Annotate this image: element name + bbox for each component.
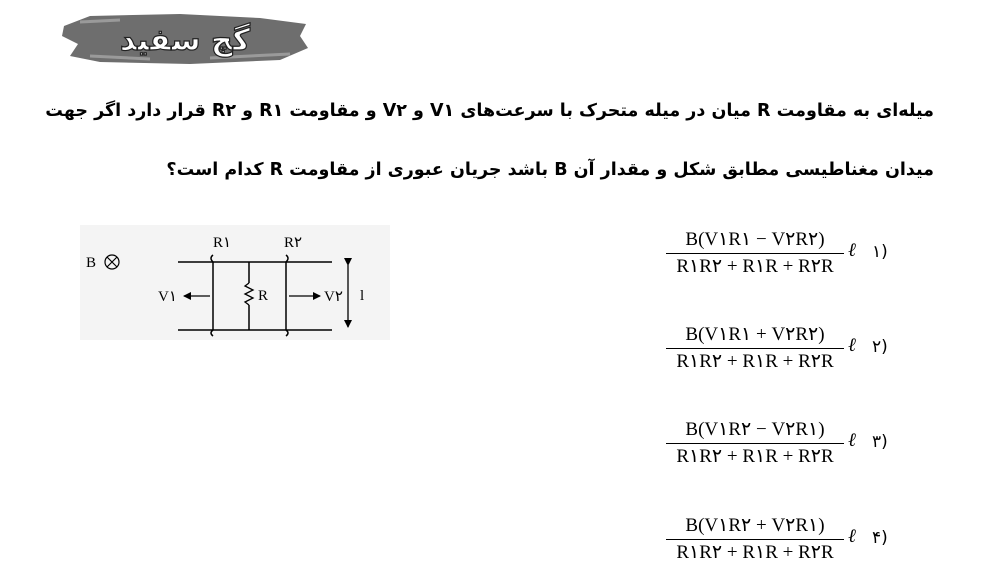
option-2-numerator: B(V۱R۱ + V۲R۲) [685,324,825,345]
question-line-2: میدان مغناطیسی مطابق شکل و مقدار آن B باشد جریان عبوری از مقاومت R کدام است؟ [166,160,934,180]
option-3-fraction [660,418,850,469]
r2-label: R۲ [284,235,303,251]
option-3-numerator: B(V۱R۲ − V۲R۱) [685,419,825,440]
v1-label: V۱ [158,289,177,305]
option-2-denominator: R۱R۲ + R۱R + R۲R [676,351,834,372]
option-4-denominator: R۱R۲ + R۱R + R۲R [676,542,834,563]
circuit-diagram [80,225,390,340]
option-3-length-symbol: ℓ [848,430,856,451]
option-1-number: ۱) [872,242,888,262]
fraction-bar [666,443,844,444]
option-3-denominator: R۱R۲ + R۱R + R۲R [676,446,834,467]
option-1-fraction [660,228,850,279]
option-2-fraction [660,323,850,374]
option-4-numerator: B(V۱R۲ + V۲R۱) [685,515,825,536]
option-2[interactable] [660,323,900,373]
option-1-length-symbol: ℓ [848,240,856,261]
logo-text: گچ سفید [119,23,251,58]
option-1-denominator: R۱R۲ + R۱R + R۲R [676,256,834,277]
option-1[interactable] [660,228,900,278]
option-4-fraction [660,514,850,565]
fraction-bar [666,539,844,540]
fraction-bar [666,348,844,349]
option-1-numerator: B(V۱R۱ − V۲R۲) [685,229,825,250]
v2-label: V۲ [324,289,343,305]
option-3[interactable] [660,418,900,468]
option-3-number: ۳) [872,432,888,452]
b-field-label: B [86,255,97,271]
option-2-number: ۲) [872,337,888,357]
r-label: R [258,288,269,304]
option-4-number: ۴) [872,528,888,548]
question-line-1: میله‌ای به مقاومت R میان در میله متحرک با سرعت‌های V۱ و V۲ و مقاومت R۱ و R۲ قرار دارد اگر جهت [45,101,934,121]
option-2-length-symbol: ℓ [848,335,856,356]
r1-label: R۱ [213,235,232,251]
fraction-bar [666,253,844,254]
length-label: l [360,288,365,304]
option-4[interactable] [660,514,900,564]
option-4-length-symbol: ℓ [848,526,856,547]
logo [60,10,310,68]
